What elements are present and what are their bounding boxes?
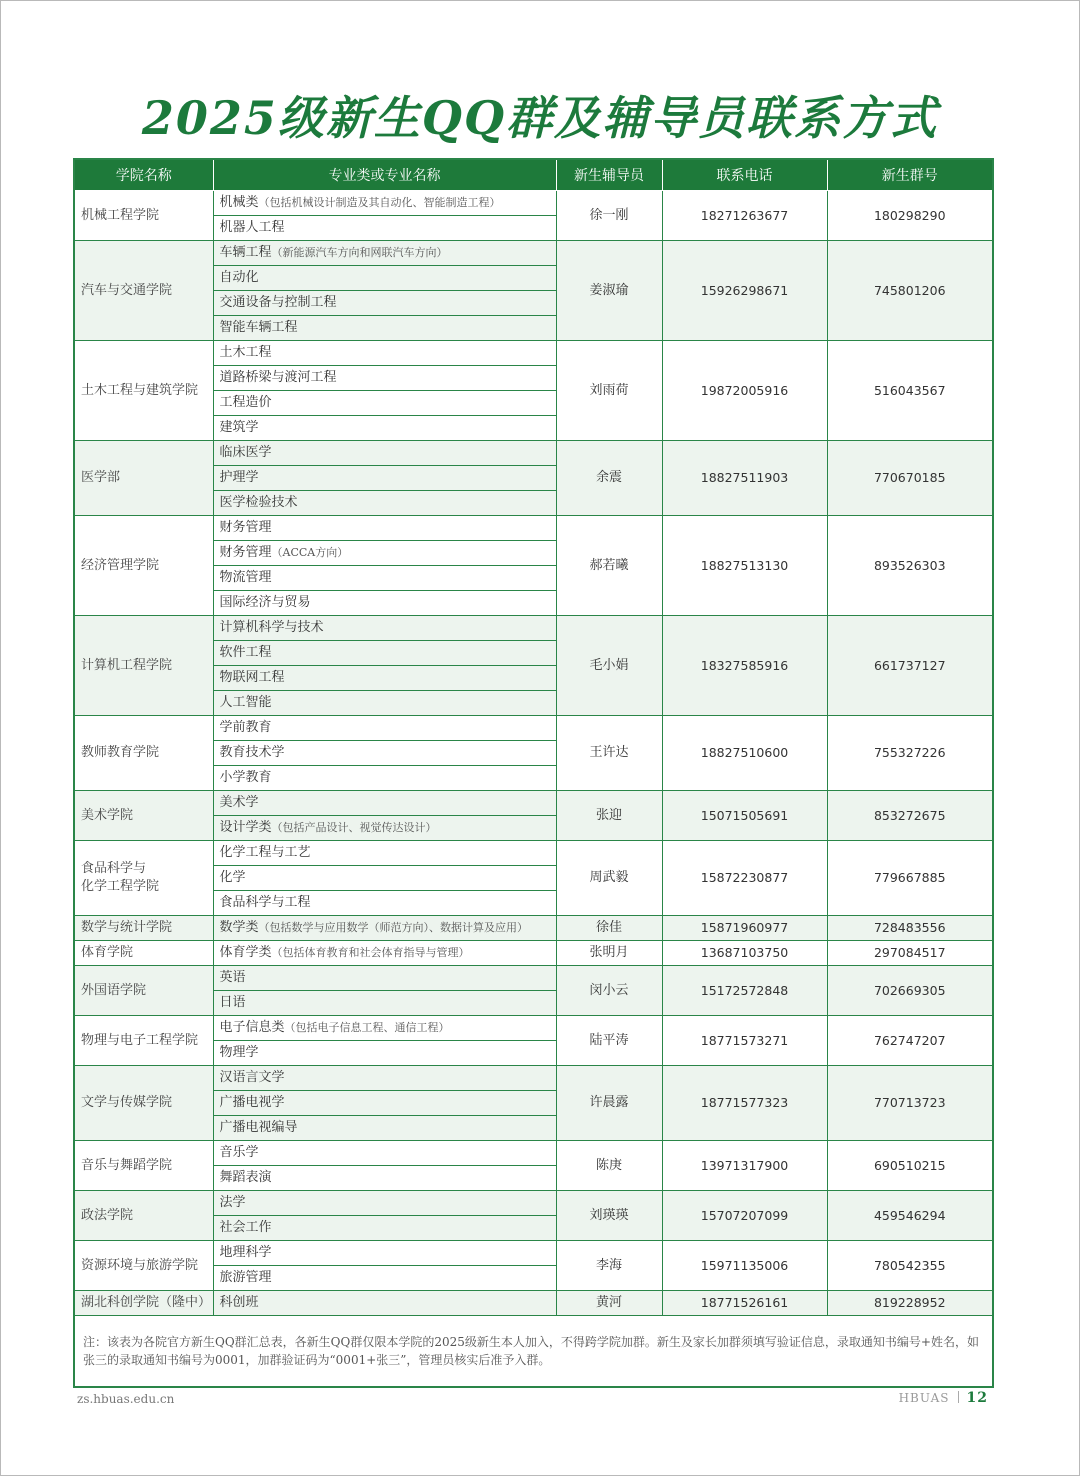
major-name: 道路桥梁与渡河工程	[219, 370, 337, 385]
group-cell: 516043567	[827, 341, 993, 441]
phone-cell: 15871960977	[662, 916, 827, 941]
table-row	[74, 616, 993, 641]
page-title: 2025级新生QQ群及辅导员联系方式	[141, 91, 939, 145]
table-row	[74, 341, 993, 366]
major-name: 英语	[219, 970, 246, 985]
note-row	[74, 1316, 993, 1388]
major-cell	[213, 1241, 556, 1266]
major-name: 食品科学与工程	[219, 895, 311, 910]
college-name-cell: 体育学院	[74, 941, 213, 966]
major-cell	[213, 916, 556, 941]
major-detail: （包括产品设计、视觉传达设计）	[271, 821, 437, 834]
college-name-cell: 美术学院	[74, 791, 213, 841]
major-name: 国际经济与贸易	[219, 595, 311, 610]
major-name: 机械类	[219, 195, 259, 210]
major-cell	[213, 1091, 556, 1116]
major-name: 地理科学	[219, 1245, 272, 1260]
major-name: 美术学	[219, 795, 259, 810]
college-name-cell: 医学部	[74, 441, 213, 516]
counselor-cell: 徐佳	[556, 916, 662, 941]
major-cell	[213, 341, 556, 366]
phone-cell: 15707207099	[662, 1191, 827, 1241]
college-name-cell: 汽车与交通学院	[74, 241, 213, 341]
major-cell	[213, 241, 556, 266]
footer-brand: HBUAS	[898, 1391, 950, 1405]
major-name: 财务管理	[219, 520, 272, 535]
major-cell	[213, 941, 556, 966]
header-college: 学院名称	[74, 159, 213, 191]
major-cell	[213, 991, 556, 1016]
phone-cell: 15071505691	[662, 791, 827, 841]
major-cell	[213, 591, 556, 616]
major-cell	[213, 441, 556, 466]
major-cell	[213, 541, 556, 566]
college-name-cell: 食品科学与 化学工程学院	[74, 841, 213, 916]
phone-cell: 18827511903	[662, 441, 827, 516]
major-cell	[213, 1166, 556, 1191]
major-cell	[213, 691, 556, 716]
major-cell	[213, 191, 556, 216]
group-cell: 893526303	[827, 516, 993, 616]
counselor-cell: 黄河	[556, 1291, 662, 1316]
table-header-row	[74, 159, 993, 191]
college-name-cell: 机械工程学院	[74, 191, 213, 241]
major-name: 自动化	[219, 270, 259, 285]
major-name: 学前教育	[219, 720, 272, 735]
phone-cell: 19872005916	[662, 341, 827, 441]
major-name: 土木工程	[219, 345, 272, 360]
major-cell	[213, 716, 556, 741]
major-cell	[213, 1266, 556, 1291]
counselor-cell: 张迎	[556, 791, 662, 841]
table-row	[74, 941, 993, 966]
major-cell	[213, 1041, 556, 1066]
college-name-cell: 资源环境与旅游学院	[74, 1241, 213, 1291]
major-name: 社会工作	[219, 1220, 272, 1235]
counselor-cell: 张明月	[556, 941, 662, 966]
counselor-cell: 陆平涛	[556, 1016, 662, 1066]
major-cell	[213, 316, 556, 341]
counselor-cell: 周武毅	[556, 841, 662, 916]
major-cell	[213, 841, 556, 866]
major-detail: （ACCA方向）	[271, 546, 349, 559]
counselor-cell: 李海	[556, 1241, 662, 1291]
major-detail: （包括电子信息工程、通信工程）	[284, 1021, 450, 1034]
major-name: 护理学	[219, 470, 259, 485]
group-cell: 180298290	[827, 191, 993, 241]
college-name-cell: 音乐与舞蹈学院	[74, 1141, 213, 1191]
major-name: 物流管理	[219, 570, 272, 585]
table-row	[74, 916, 993, 941]
table-row	[74, 791, 993, 816]
counselor-cell: 刘雨荷	[556, 341, 662, 441]
major-detail: （包括机械设计制造及其自动化、智能制造工程）	[258, 196, 501, 209]
major-name: 广播电视编导	[219, 1120, 298, 1135]
group-cell: 762747207	[827, 1016, 993, 1066]
major-cell	[213, 216, 556, 241]
table-row	[74, 841, 993, 866]
footer-url: zs.hbuas.edu.cn	[77, 1392, 175, 1406]
major-name: 车辆工程	[219, 245, 272, 260]
major-name: 体育学类	[219, 945, 272, 960]
major-cell	[213, 866, 556, 891]
table-note: 注：该表为各院官方新生QQ群汇总表，各新生QQ群仅限本学院的2025级新生本人加入，不得跨学院加群。新生及家长加群须填写验证信息，录取通知书编号+姓名，如张三的录取通知书编号为0001，加群验证码为“0001+张三”，管理员核实后准予入群。	[74, 1316, 993, 1388]
major-name: 汉语言文学	[219, 1070, 285, 1085]
counselor-cell: 姜淑瑜	[556, 241, 662, 341]
group-cell: 702669305	[827, 966, 993, 1016]
major-cell	[213, 766, 556, 791]
group-cell: 661737127	[827, 616, 993, 716]
major-cell	[213, 416, 556, 441]
major-name: 计算机科学与技术	[219, 620, 324, 635]
group-cell: 297084517	[827, 941, 993, 966]
major-name: 广播电视学	[219, 1095, 285, 1110]
major-name: 软件工程	[219, 645, 272, 660]
major-cell	[213, 266, 556, 291]
major-name: 小学教育	[219, 770, 272, 785]
major-cell	[213, 891, 556, 916]
major-name: 数学类	[219, 920, 259, 935]
table-row	[74, 1066, 993, 1091]
counselor-cell: 郝若曦	[556, 516, 662, 616]
major-detail: （包括体育教育和社会体育指导与管理）	[271, 946, 470, 959]
major-name: 日语	[219, 995, 246, 1010]
major-cell	[213, 616, 556, 641]
phone-cell: 18271263677	[662, 191, 827, 241]
major-name: 化学	[219, 870, 246, 885]
major-cell	[213, 1116, 556, 1141]
group-cell: 755327226	[827, 716, 993, 791]
major-name: 设计学类	[219, 820, 272, 835]
major-name: 临床医学	[219, 445, 272, 460]
major-name: 建筑学	[219, 420, 259, 435]
group-cell: 728483556	[827, 916, 993, 941]
major-cell	[213, 1016, 556, 1041]
table-row	[74, 966, 993, 991]
header-phone: 联系电话	[662, 159, 827, 191]
major-cell	[213, 291, 556, 316]
college-name-cell: 教师教育学院	[74, 716, 213, 791]
phone-cell: 18771526161	[662, 1291, 827, 1316]
major-cell	[213, 966, 556, 991]
table-row	[74, 441, 993, 466]
phone-cell: 18827510600	[662, 716, 827, 791]
major-cell	[213, 1216, 556, 1241]
major-cell	[213, 666, 556, 691]
college-name-cell: 文学与传媒学院	[74, 1066, 213, 1141]
table-row	[74, 1241, 993, 1266]
phone-cell: 13687103750	[662, 941, 827, 966]
table-row	[74, 1191, 993, 1216]
counselor-cell: 余震	[556, 441, 662, 516]
table-row	[74, 1016, 993, 1041]
major-name: 旅游管理	[219, 1270, 272, 1285]
group-cell: 780542355	[827, 1241, 993, 1291]
college-name-cell: 土木工程与建筑学院	[74, 341, 213, 441]
major-name: 人工智能	[219, 695, 272, 710]
phone-cell: 18827513130	[662, 516, 827, 616]
major-cell	[213, 641, 556, 666]
college-name-cell: 政法学院	[74, 1191, 213, 1241]
counselor-cell: 闵小云	[556, 966, 662, 1016]
phone-cell: 15971135006	[662, 1241, 827, 1291]
major-name: 科创班	[219, 1295, 259, 1310]
major-name: 智能车辆工程	[219, 320, 298, 335]
footer-divider	[958, 1391, 959, 1403]
phone-cell: 15872230877	[662, 841, 827, 916]
major-cell	[213, 1141, 556, 1166]
major-cell	[213, 516, 556, 541]
group-cell: 459546294	[827, 1191, 993, 1241]
major-name: 医学检验技术	[219, 495, 298, 510]
major-cell	[213, 366, 556, 391]
counselor-cell: 刘瑛瑛	[556, 1191, 662, 1241]
major-cell	[213, 1066, 556, 1091]
counselor-cell: 王许达	[556, 716, 662, 791]
table-row	[74, 191, 993, 216]
major-cell	[213, 566, 556, 591]
contact-table	[73, 158, 994, 1388]
phone-cell: 15172572848	[662, 966, 827, 1016]
major-cell	[213, 791, 556, 816]
counselor-cell: 毛小娟	[556, 616, 662, 716]
major-cell	[213, 466, 556, 491]
major-name: 电子信息类	[219, 1020, 285, 1035]
group-cell: 819228952	[827, 1291, 993, 1316]
major-name: 法学	[219, 1195, 246, 1210]
major-detail: （新能源汽车方向和网联汽车方向）	[271, 246, 448, 259]
major-cell	[213, 491, 556, 516]
group-cell: 853272675	[827, 791, 993, 841]
major-name: 物理学	[219, 1045, 259, 1060]
major-name: 财务管理	[219, 545, 272, 560]
major-name: 工程造价	[219, 395, 272, 410]
major-name: 音乐学	[219, 1145, 259, 1160]
major-name: 化学工程与工艺	[219, 845, 311, 860]
major-detail: （包括数学与应用数学（师范方向）、数据计算及应用）	[258, 921, 529, 934]
college-name-cell: 物理与电子工程学院	[74, 1016, 213, 1066]
college-name-cell: 经济管理学院	[74, 516, 213, 616]
major-cell	[213, 391, 556, 416]
college-name-cell: 外国语学院	[74, 966, 213, 1016]
counselor-cell: 陈庚	[556, 1141, 662, 1191]
table-row	[74, 516, 993, 541]
page-number: 12	[966, 1390, 988, 1406]
counselor-cell: 徐一刚	[556, 191, 662, 241]
counselor-cell: 许晨露	[556, 1066, 662, 1141]
table-row	[74, 716, 993, 741]
group-cell: 770670185	[827, 441, 993, 516]
major-name: 物联网工程	[219, 670, 285, 685]
header-major: 专业类或专业名称	[213, 159, 556, 191]
phone-cell: 18771573271	[662, 1016, 827, 1066]
major-cell	[213, 1191, 556, 1216]
major-name: 舞蹈表演	[219, 1170, 272, 1185]
phone-cell: 18327585916	[662, 616, 827, 716]
group-cell: 779667885	[827, 841, 993, 916]
footer-brand-block	[899, 1390, 988, 1406]
college-name-cell: 数学与统计学院	[74, 916, 213, 941]
major-name: 教育技术学	[219, 745, 285, 760]
major-cell	[213, 816, 556, 841]
table-row	[74, 1141, 993, 1166]
major-name: 机器人工程	[219, 220, 285, 235]
phone-cell: 18771577323	[662, 1066, 827, 1141]
phone-cell: 15926298671	[662, 241, 827, 341]
header-group: 新生群号	[827, 159, 993, 191]
table-row	[74, 1291, 993, 1316]
major-cell	[213, 1291, 556, 1316]
phone-cell: 13971317900	[662, 1141, 827, 1191]
major-name: 交通设备与控制工程	[219, 295, 337, 310]
group-cell: 745801206	[827, 241, 993, 341]
group-cell: 690510215	[827, 1141, 993, 1191]
group-cell: 770713723	[827, 1066, 993, 1141]
college-name-cell: 计算机工程学院	[74, 616, 213, 716]
major-cell	[213, 741, 556, 766]
college-name-cell: 湖北科创学院（隆中）	[74, 1291, 213, 1316]
header-counselor: 新生辅导员	[556, 159, 662, 191]
table-row	[74, 241, 993, 266]
